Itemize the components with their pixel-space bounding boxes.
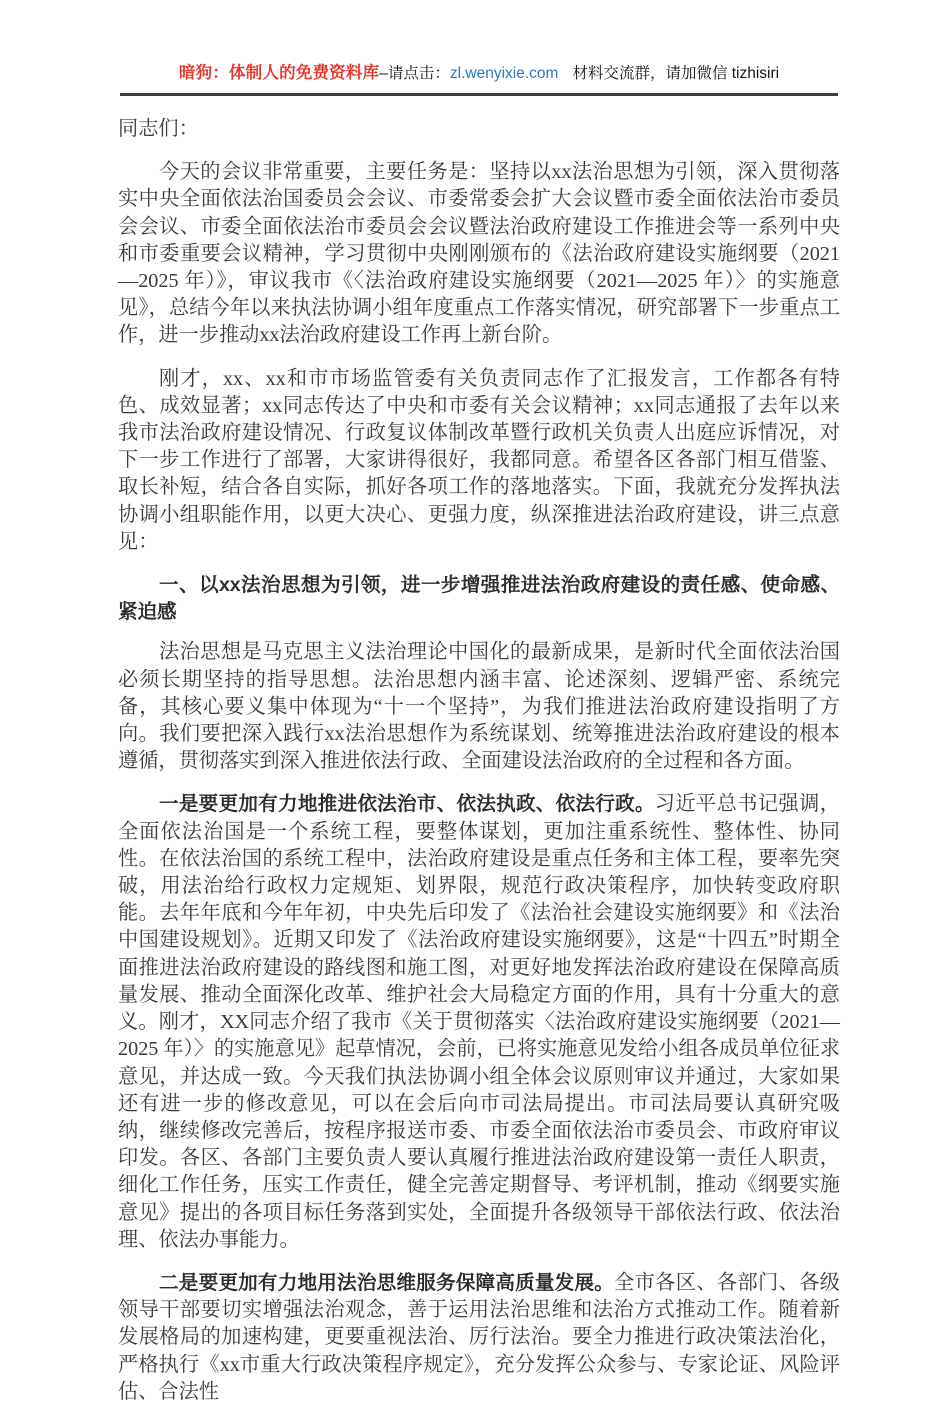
point-one-lead: 一是要更加有力地推进依法治市、依法执政、依法行政。 [159,793,655,816]
header-divider-rule [120,93,838,96]
document-body [118,116,840,1406]
point-one-body: 习近平总书记强调，全面依法治国是一个系统工程，要整体谋划，更加注重系统性、整体性、协同性。在依法治国的系统工程中，法治政府建设是重点任务和主体工程，要率先突破，用法治给行政权力定规矩、划界限，规范行政决策程序，加快转变政府职能。去年年底和今年年初，中央先后印发了《法治社会建设实施纲要》和《法治中国建设规划》。近期又印发了《法治政府建设实施纲要》，这是“十四五”时期全面推进法治政府建设的路线图和施工图，对更好地发挥法治政府建设在保障高质量发展、推动全面深化改革、维护社会大局稳定方面的作用，具有十分重大的意义。刚才，XX同志介绍了我市《关于贯彻落实〈法治政府建设实施纲要（2021—2025 年）〉的实施意见》起草情况，会前，已将实施意见发给小组各成员单位征求意见，并达成一致。今天我们执法协调小组全体会议原则审议并通过，大家如果还有进一步的修改意见，可以在会后向市司法局提出。市司法局要认真研究吸纳，继续修改完善后，按程序报送市委、市委全面依法治市委员会、市政府审议印发。各区、各部门主要负责人要认真履行推进法治政府建设第一责任人职责，细化工作任务，压实工作责任，健全完善定期督导、考评机制，推动《纲要实施意见》提出的各项目标任务落到实处，全面提升各级领导干部依法行政、依法治理、依法办事能力。 [118,793,840,1251]
promo-title: 暗狗：体制人的免费资料库 [178,64,380,82]
promo-click-label: –请点击： [379,65,450,82]
salutation-line: 同志们： [118,118,199,140]
paragraph-point-one [118,791,840,1253]
promo-link[interactable]: zl.wenyixie.com [449,65,559,82]
promo-wechat-note: 材料交流群，请加微信 tizhisiri [572,65,780,82]
paragraph-rule-of-law-thought: 法治思想是马克思主义法治理论中国化的最新成果，是新时代全面依法治国必须长期坚持的指导思想。法治思想内涵丰富、论述深刻、逻辑严密、系统完备，其核心要义集中体现为“十一个坚持”，为我们推进法治政府建设指明了方向。我们要把深入践行xx法治思想作为系统谋划、统筹推进法治政府建设的根本遵循，贯彻落实到深入推进依法行政、全面建设法治政府的全过程和各方面。 [118,641,840,773]
point-two-lead: 二是要更加有力地用法治思维服务保障高质量发展。 [159,1271,615,1294]
point-two-body: 全市各区、各部门、各级领导干部要切实增强法治观念，善于运用法治思维和法治方式推动工作。随着新发展格局的加速构建，更要重视法治、厉行法治。要全力推进行政决策法治化，严格执行《xx市重大行政决策程序规定》，充分发挥公众参与、专家论证、风险评估、合法性 [118,1271,840,1403]
paragraph-reports-summary: 刚才，xx、xx和市市场监管委有关负责同志作了汇报发言，工作都各有特色、成效显著；xx同志传达了中央和市委有关会议精神；xx同志通报了去年以来我市法治政府建设情况、行政复议体制改革暨行政机关负责人出庭应诉情况，对下一步工作进行了部署，大家讲得很好，我都同意。希望各区各部门相互借鉴、取长补短，结合各自实际，抓好各项工作的落地落实。下面，我就充分发挥执法协调小组职能作用，以更大决心、更强力度，纵深推进法治政府建设，讲三点意见： [118,367,840,553]
paragraph-point-two [118,1270,840,1406]
promo-header-banner [120,62,838,85]
section-heading-one: 一、以xx法治思想为引领，进一步增强推进法治政府建设的责任感、使命感、紧迫感 [118,574,840,624]
paragraph-meeting-purpose: 今天的会议非常重要，主要任务是：坚持以xx法治思想为引领，深入贯彻落实中央全面依法治国委员会会议、市委常委会扩大会议暨市委全面依法治市委员会会议、市委全面依法治市委员会会议暨法治政府建设工作推进会等一系列中央和市委重要会议精神，学习贯彻中央刚刚颁布的《法治政府建设实施纲要（2021—2025 年）》，审议我市《〈法治政府建设实施纲要（2021—2025 年）〉的实施意见》，总结今年以来执法协调小组年度重点工作落实情况，研究部署下一步重点工作，进一步推动xx法治政府建设工作再上新台阶。 [118,161,840,347]
